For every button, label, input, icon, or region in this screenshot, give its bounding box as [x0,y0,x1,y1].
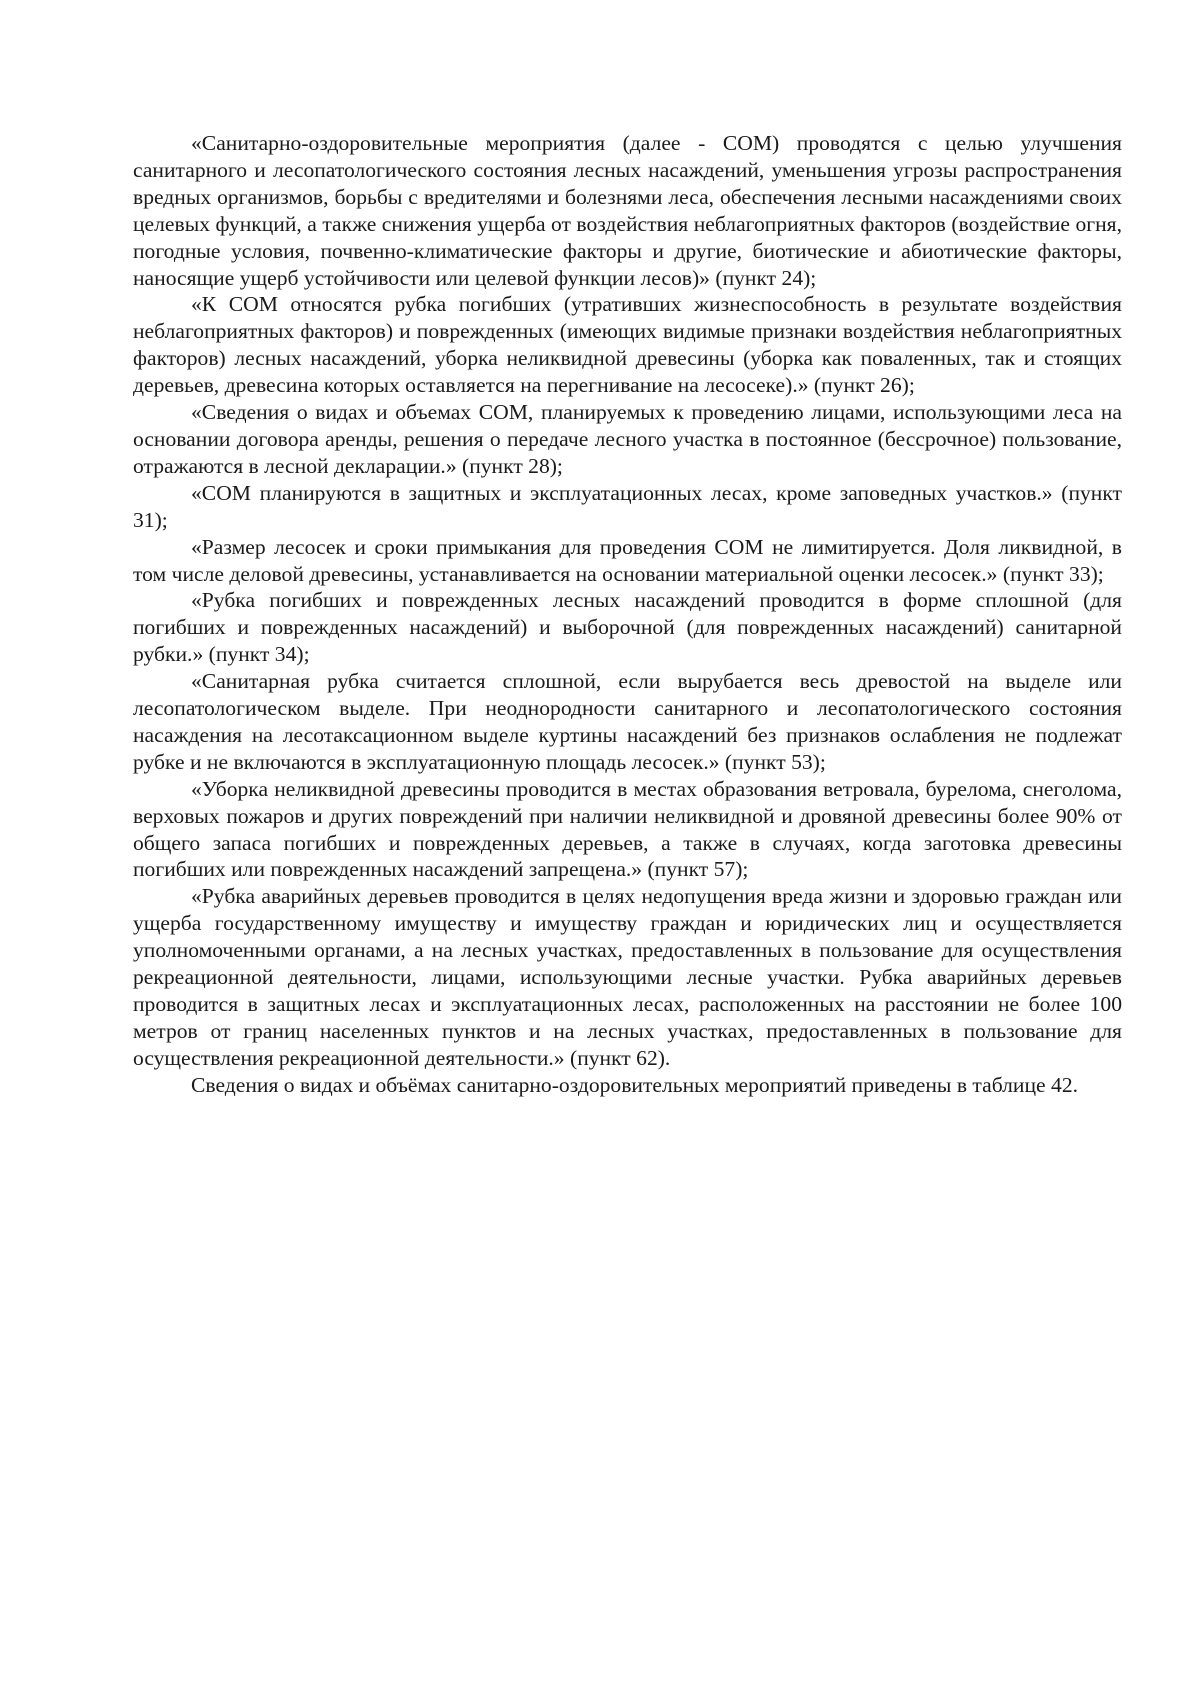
paragraph-item-24: «Санитарно-оздоровительные мероприятия (далее - СОМ) проводятся с целью улучшения санитарного и лесопатологического состояния лесных насаждений, уменьшения угрозы распространения вредных организмов, борьбы с вредителями и болезнями леса, обеспечения лесными насаждениями своих целевых функций, а также снижения ущерба от воздействия неблагоприятных факторов (воздействие огня, погодные условия, почвенно-климатические факторы и другие, биотические и абиотические факторы, наносящие ущерб устойчивости или целевой функции лесов)» (пункт 24); [133,131,1122,290]
paragraph-item-62: «Рубка аварийных деревьев проводится в целях недопущения вреда жизни и здоровью граждан или ущерба государственному имуществу и имуществу граждан и юридических лиц и осуществляется уполномоченными органами, а на лесных участках, предоставленных в пользование для осуществления рекреационной деятельности, лицами, использующими лесные участки. Рубка аварийных деревьев проводится в защитных лесах и эксплуатационных лесах, расположенных на расстоянии не более 100 метров от границ населенных пунктов и на лесных участках, предоставленных в пользование для осуществления рекреационной деятельности.» (пункт 62). [133,884,1122,1070]
paragraph-item-26: «К СОМ относятся рубка погибших (утративших жизнеспособность в результате воздействия неблагоприятных факторов) и поврежденных (имеющих видимые признаки воздействия неблагоприятных факторов) лесных насаждений, уборка неликвидной древесины (уборка как поваленных, так и стоящих деревьев, древесина которых оставляется на перегнивание на лесосеке).» (пункт 26); [133,292,1122,398]
paragraph-item-31: «СОМ планируются в защитных и эксплуатационных лесах, кроме заповедных участков.» (пункт 31); [133,480,1122,532]
paragraph-item-53: «Санитарная рубка считается сплошной, если вырубается весь древостой на выделе или лесопатологическом выделе. При неоднородности санитарного и лесопатологического состояния насаждения на лесотаксационном выделе куртины насаждений без признаков ослабления не подлежат рубке и не включаются в эксплуатационную площадь лесосек.» (пункт 53); [133,669,1122,774]
document-body [133,130,1122,1099]
paragraph-table-reference: Сведения о видах и объёмах санитарно-оздоровительных мероприятий приведены в таблице 42. [191,1072,1079,1097]
paragraph-item-33: «Размер лесосек и сроки примыкания для проведения СОМ не лимитируется. Доля ликвидной, в том числе деловой древесины, устанавливается на основании материальной оценки лесосек.» (пункт 33); [133,534,1122,586]
paragraph-item-57: «Уборка неликвидной древесины проводится в местах образования ветровала, бурелома, снеголома, верховых пожаров и других повреждений при наличии неликвидной и дровяной древесины более 90% от общего запаса погибших и поврежденных деревьев, а также в случаях, когда заготовка древесины погибших или поврежденных насаждений запрещена.» (пункт 57); [133,776,1122,882]
paragraph-item-28: «Сведения о видах и объемах СОМ, планируемых к проведению лицами, использующими леса на основании договора аренды, решения о передаче лесного участка в постоянное (бессрочное) пользование, отражаются в лесной декларации.» (пункт 28); [133,400,1122,478]
paragraph-item-34: «Рубка погибших и поврежденных лесных насаждений проводится в форме сплошной (для погибших и поврежденных насаждений) и выборочной (для поврежденных насаждений) санитарной рубки.» (пункт 34); [133,588,1122,667]
